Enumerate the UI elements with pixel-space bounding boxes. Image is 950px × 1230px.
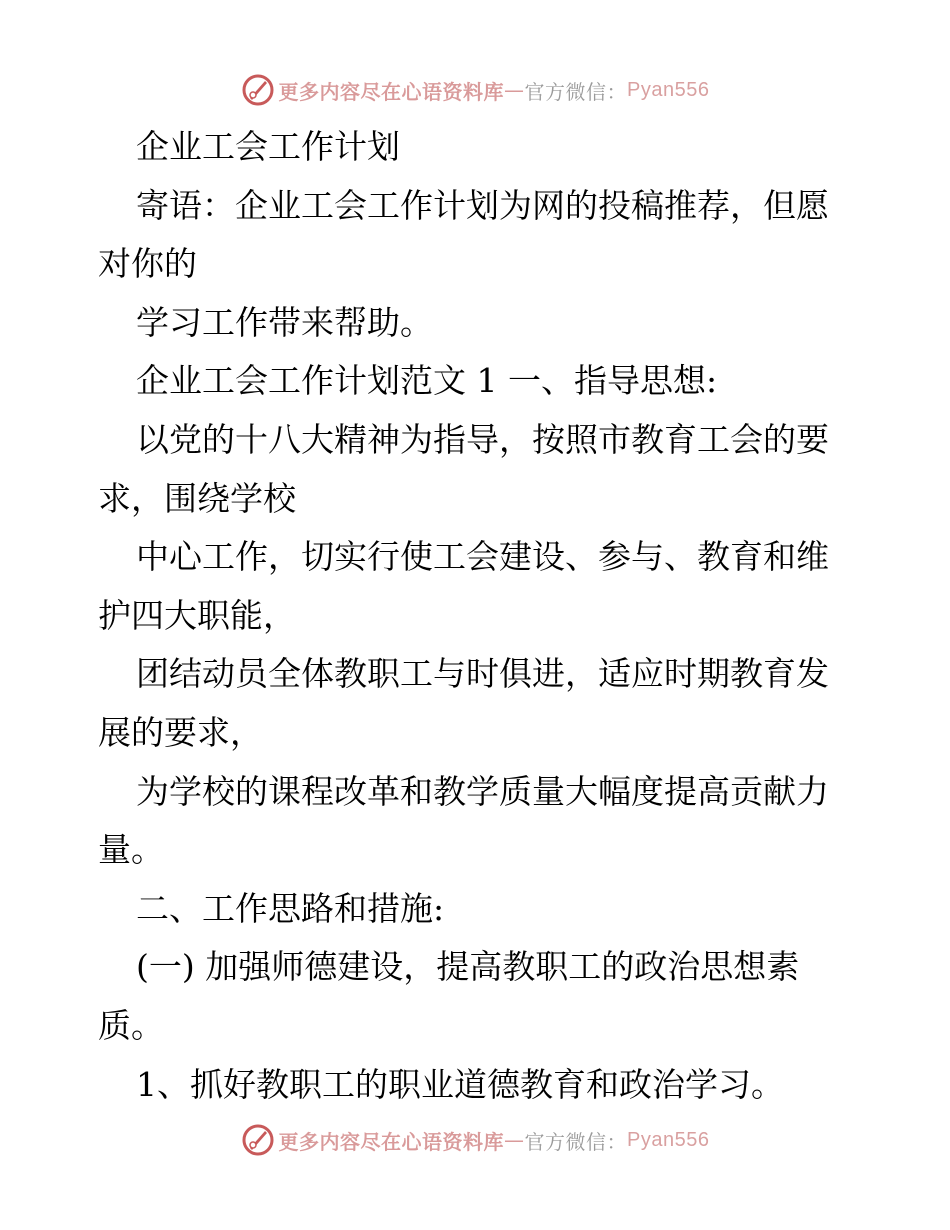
header-banner (0, 70, 950, 110)
banner-dash: — (504, 1128, 525, 1152)
text-line: 寄语：企业工会工作计划为网的投稿推荐，但愿 (136, 185, 829, 225)
text-line: 量。 (98, 830, 164, 870)
document-body (98, 118, 858, 1114)
text-line: 学习工作带来帮助。 (136, 302, 433, 342)
footer-banner (0, 1120, 950, 1160)
text-line: 团结动员全体教职工与时俱进，适应时期教育发 (136, 654, 829, 694)
text-line: 护四大职能， (98, 595, 296, 635)
quill-seal-icon (241, 1123, 275, 1157)
text-line: 求，围绕学校 (98, 478, 296, 518)
text-line: 1、抓好教职工的职业道德教育和政治学习。 (136, 1064, 784, 1104)
text-line: 为学校的课程改革和教学质量大幅度提高贡献力 (136, 771, 829, 811)
banner-dash: — (504, 78, 525, 102)
text-line: 质。 (98, 1005, 164, 1045)
text-line: 中心工作，切实行使工会建设、参与、教育和维 (136, 537, 829, 577)
text-line: 企业工会工作计划范文 1 一、指导思想: (136, 361, 718, 401)
banner-wechat-label: 官方微信： (524, 1129, 628, 1154)
banner-main-text: 更多内容尽在心语资料库 (278, 79, 505, 104)
banner-wechat-id: Pyan556 (627, 78, 710, 101)
text-line: 对你的 (98, 244, 197, 284)
text-line: 企业工会工作计划 (136, 127, 400, 166)
text-line: 二、工作思路和措施: (136, 888, 445, 928)
banner-wechat-label: 官方微信： (524, 79, 628, 104)
text-line: 以党的十八大精神为指导，按照市教育工会的要 (136, 419, 829, 459)
text-line: 展的要求， (98, 712, 263, 752)
banner-wechat-id: Pyan556 (627, 1128, 710, 1151)
quill-seal-icon (241, 73, 275, 107)
banner-main-text: 更多内容尽在心语资料库 (278, 1129, 505, 1154)
text-line: (一) 加强师德建设，提高教职工的政治思想素 (136, 947, 800, 987)
